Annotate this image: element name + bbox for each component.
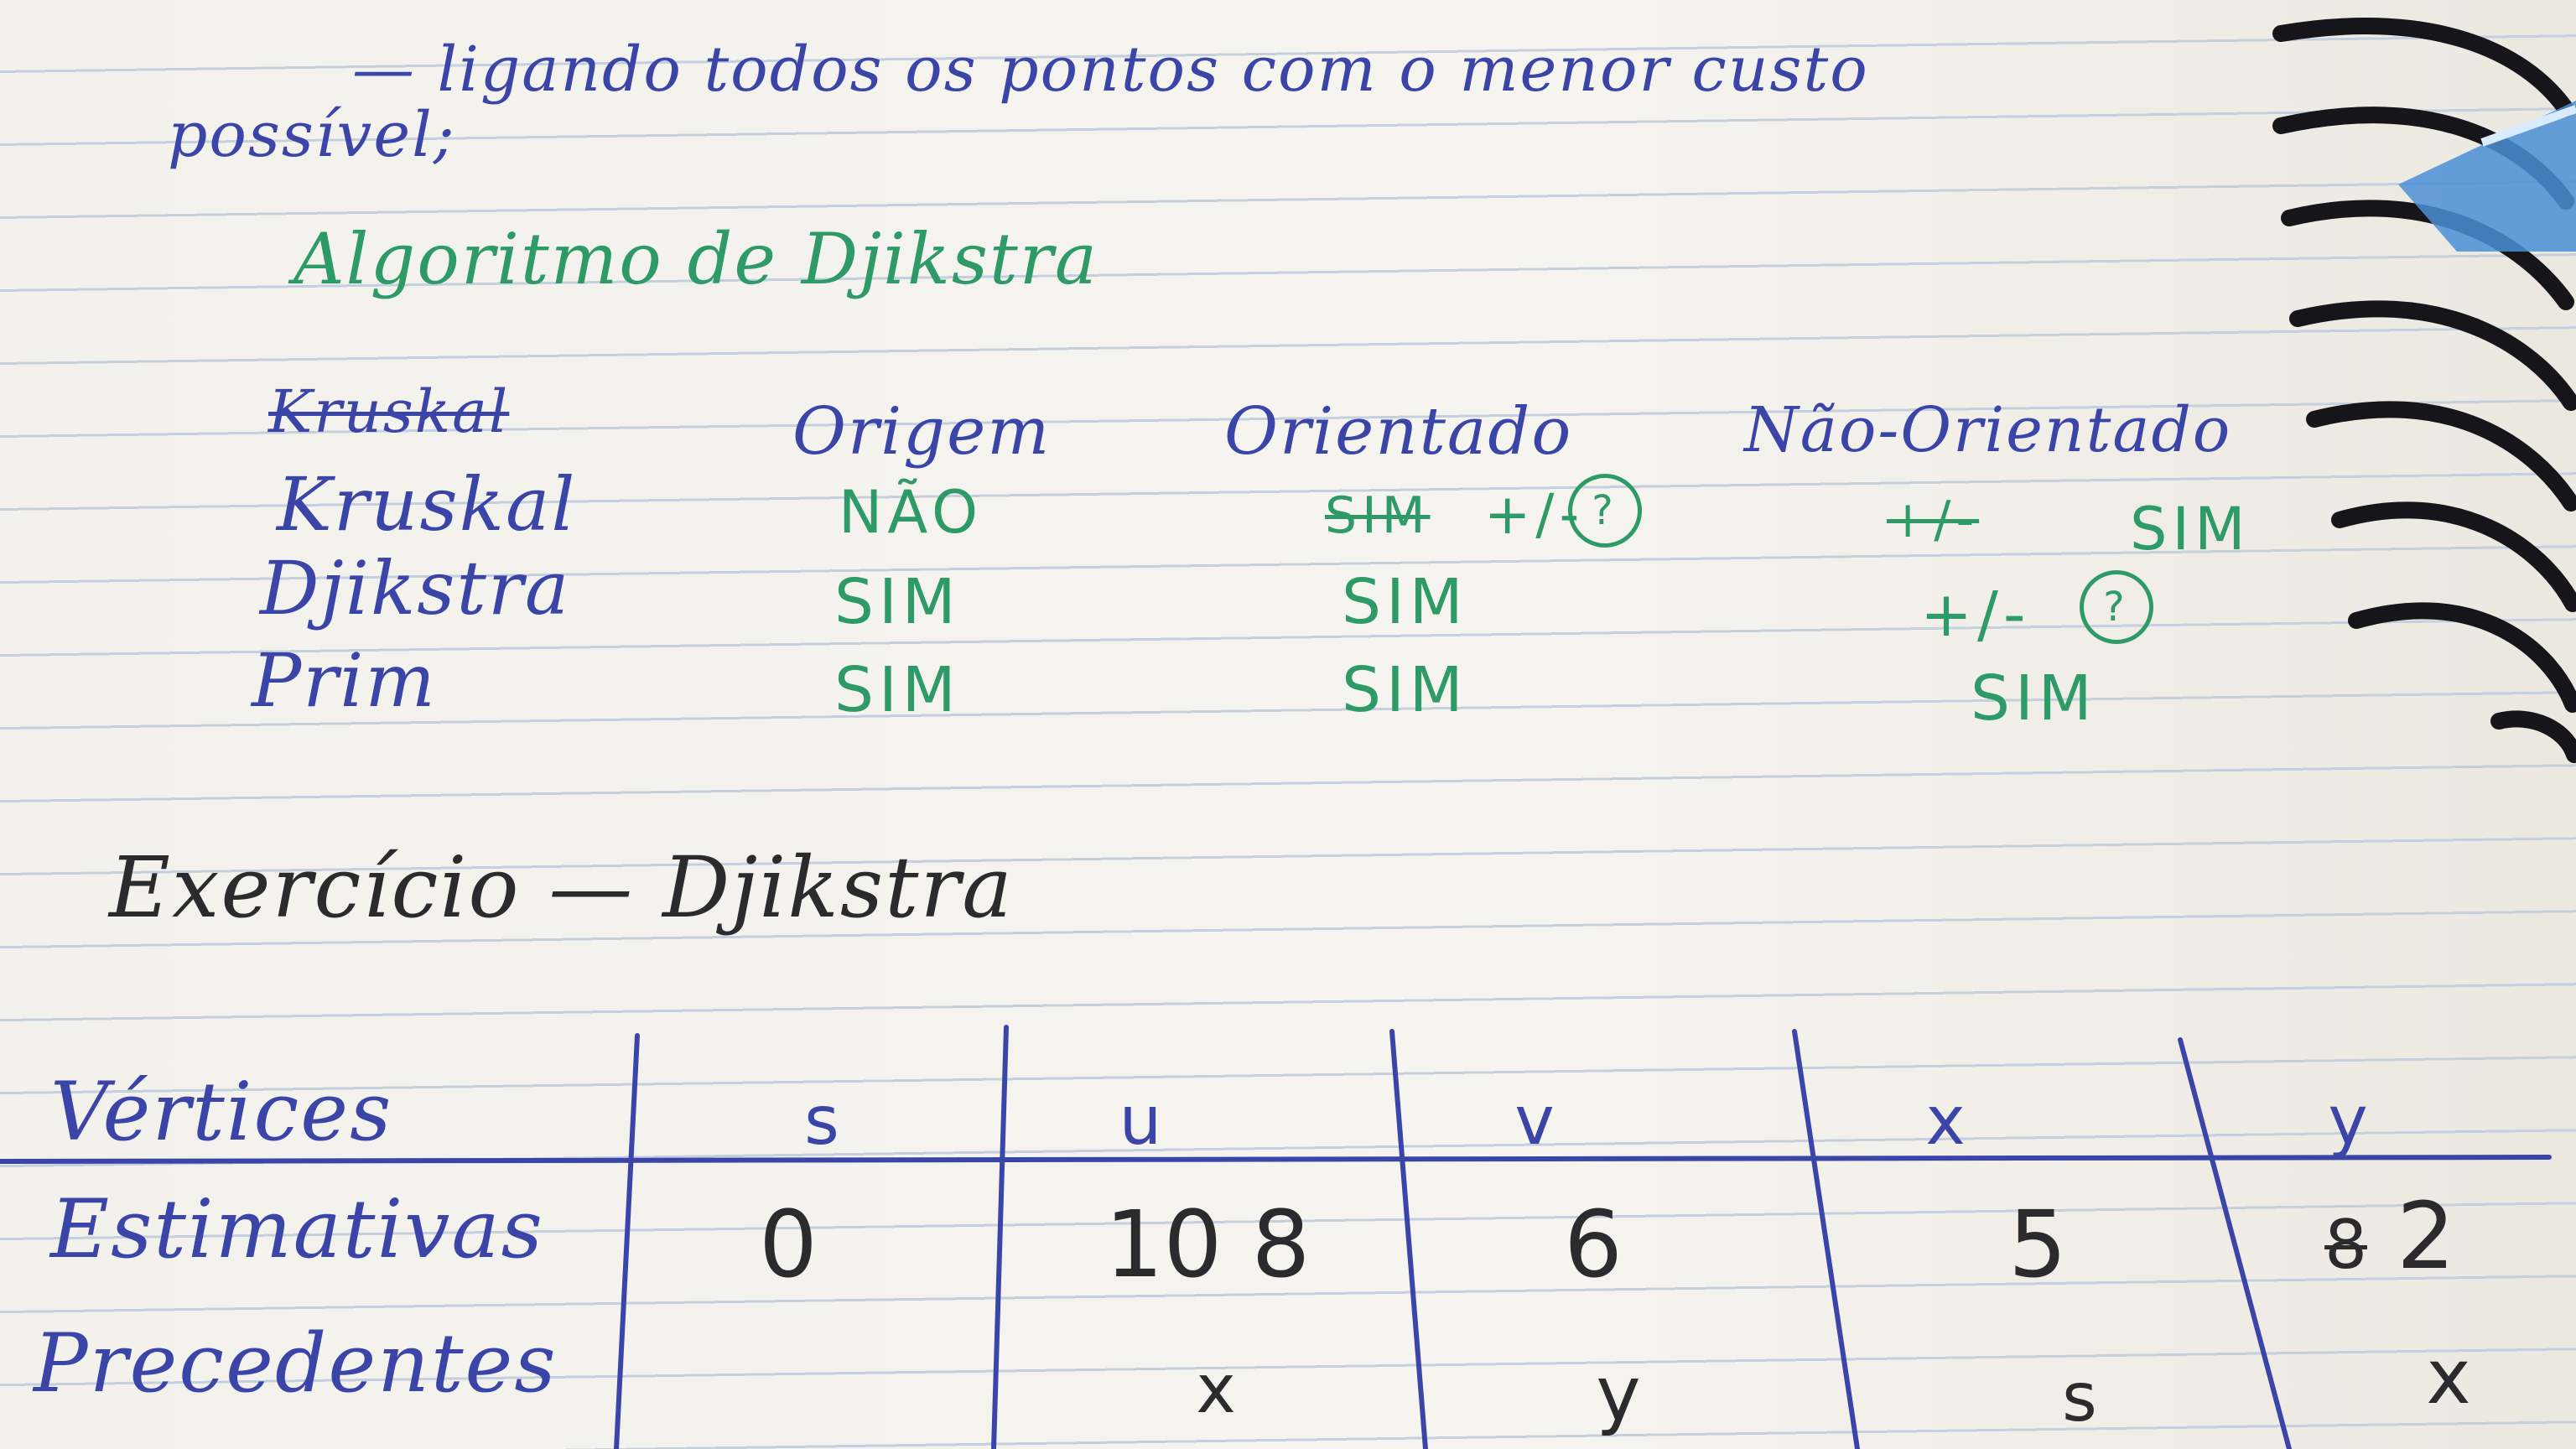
predecessor-y: x bbox=[2426, 1333, 2471, 1421]
header-struck-kruskal: Kruskal bbox=[268, 377, 510, 446]
predecessor-u: x bbox=[1196, 1350, 1236, 1428]
kruskal-origem: NÃO bbox=[839, 478, 984, 547]
kruskal-orientado-circle: ? bbox=[1568, 474, 1642, 548]
vertex-y: y bbox=[2328, 1082, 2368, 1160]
vertex-x: x bbox=[1925, 1082, 1966, 1160]
section-title: Algoritmo de Djikstra bbox=[293, 218, 1099, 300]
estimate-y bbox=[2281, 1182, 2499, 1290]
row-label-estimativas: Estimativas bbox=[50, 1182, 544, 1276]
row-label-vertices: Vértices bbox=[50, 1065, 393, 1159]
row-name-djikstra: Djikstra bbox=[260, 545, 571, 631]
top-note-line2: possível; bbox=[168, 99, 456, 171]
row-label-precedentes: Precedentes bbox=[34, 1317, 558, 1410]
header-nao-orientado: Não-Orientado bbox=[1744, 394, 2232, 466]
estimate-u: 10 8 bbox=[1104, 1191, 1311, 1298]
predecessor-v: y bbox=[1596, 1350, 1641, 1438]
vertex-s: s bbox=[804, 1082, 839, 1160]
exercise-title: Exercício — Djikstra bbox=[109, 839, 1014, 937]
vertex-v: v bbox=[1514, 1082, 1555, 1160]
kruskal-orientado-struck: SIM bbox=[1325, 486, 1431, 545]
prim-nao-orientado: SIM bbox=[1971, 662, 2097, 735]
header-origem: Origem bbox=[792, 394, 1052, 470]
estimate-y-value: 2 bbox=[2396, 1182, 2455, 1290]
header-orientado: Orientado bbox=[1224, 394, 1573, 470]
estimate-y-struck: 8 bbox=[2324, 1206, 2367, 1284]
estimate-s: 0 bbox=[759, 1191, 818, 1298]
kruskal-nao-orientado: SIM bbox=[2130, 495, 2251, 564]
djikstra-nao-orientado-circle: ? bbox=[2080, 570, 2153, 644]
estimate-x: 5 bbox=[2008, 1191, 2067, 1298]
top-note-line1: — ligando todos os pontos com o menor custo bbox=[352, 34, 1869, 106]
predecessor-x: s bbox=[2062, 1358, 2097, 1436]
row-name-prim: Prim bbox=[252, 637, 437, 724]
prim-orientado: SIM bbox=[1342, 654, 1468, 726]
kruskal-nao-orientado-struck: +/- bbox=[1887, 491, 1980, 549]
djikstra-origem: SIM bbox=[834, 566, 961, 638]
kruskal-orientado: +/- bbox=[1484, 482, 1585, 547]
prim-origem: SIM bbox=[834, 654, 961, 726]
djikstra-orientado: SIM bbox=[1342, 566, 1468, 638]
djikstra-nao-orientado: +/- bbox=[1920, 579, 2031, 651]
row-name-kruskal: Kruskal bbox=[277, 461, 577, 548]
estimate-v: 6 bbox=[1564, 1191, 1623, 1298]
vertex-u: u bbox=[1119, 1082, 1162, 1160]
